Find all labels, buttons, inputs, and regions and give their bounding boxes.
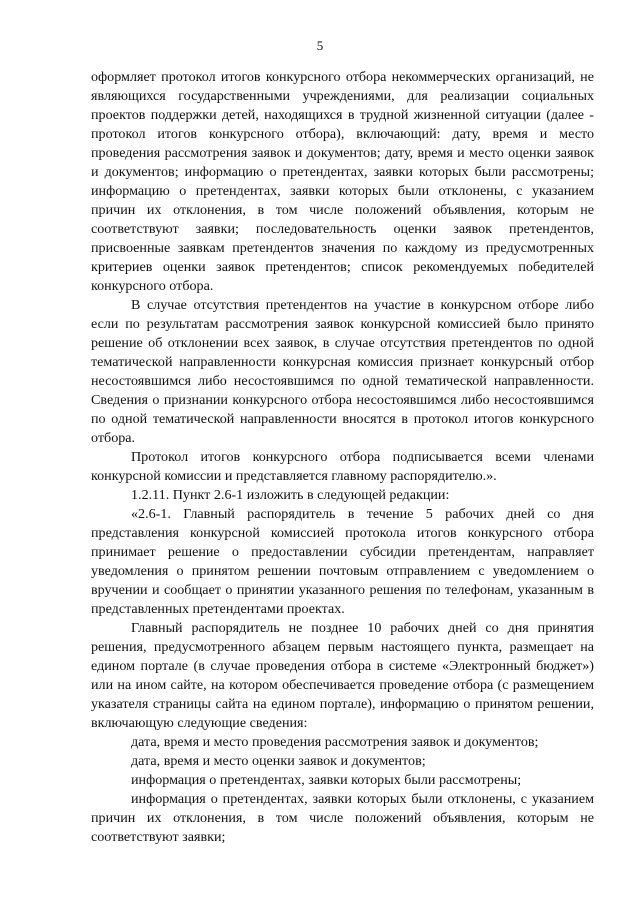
paragraph-publication: Главный распорядитель не позднее 10 рабочих дней со дня принятия решения, предусмотренного абзацем первым настоящего пункта, размещает на едином портале (в случае проведения отбора в системе «Электронный бюджет») или на ином сайте, на котором обеспечивается проведение отбора (с размещением указателя страницы сайта на едином портале), информацию о принятом решении, включающую следующие сведения:: [91, 620, 594, 731]
paragraph-protocol-signing: Протокол итогов конкурсного отбора подписывается всеми членами конкурсной комиссии и представляется главному распорядителю.».: [91, 449, 594, 484]
list-item-rejected-applicants: информация о претендентах, заявки которых были отклонены, с указанием причин их отклонения, в том числе положений объявления, которым не соответствуют заявки;: [91, 791, 594, 845]
paragraph-clause-2-6-1: «2.6-1. Главный распорядитель в течение 5 рабочих дней со дня представления конкурсной комиссией протокола итогов конкурсного отбора принимает решение о предоставлении субсидии претендентам, направляет уведомления о принятом решении почтовым отправлением с уведомлением о вручении и сообщает о принятии указанного решения по телефонам, указанным в представленных претендентами проектах.: [91, 506, 594, 617]
list-item-review-date: дата, время и место проведения рассмотрения заявок и документов;: [131, 734, 539, 750]
list-item-evaluation-date: дата, время и место оценки заявок и документов;: [131, 753, 426, 769]
paragraph-clause-1-2-11: 1.2.11. Пункт 2.6-1 изложить в следующей редакции:: [131, 487, 450, 503]
document-body: [91, 68, 594, 847]
list-item-reviewed-applicants: информация о претендентах, заявки которых были рассмотрены;: [131, 772, 522, 788]
paragraph-no-applicants: В случае отсутствия претендентов на участие в конкурсном отборе либо если по результатам рассмотрения заявок конкурсной комиссией было принято решение об отклонении всех заявок, в случае отсутствия претендентов по одной тематической направленности конкурсная комиссия признает конкурсный отбор несостоявшимся либо несостоявшимся по одной тематической направленности. Сведения о признании конкурсного отбора несостоявшимся либо несостоявшимся по одной тематической направленности вносятся в протокол итогов конкурсного отбора.: [91, 297, 594, 446]
paragraph-protocol-contents: оформляет протокол итогов конкурсного отбора некоммерческих организаций, не являющихся государственными учреждениями, для реализации социальных проектов поддержки детей, находящихся в трудной жизненной ситуации (далее - протокол итогов конкурсного отбора), включающий: дату, время и место проведения рассмотрения заявок и документов; дату, время и место оценки заявок и документов; информацию о претендентах, заявки которых были рассмотрены; информацию о претендентах, заявки которых были отклонены, с указанием причин их отклонения, в том числе положений объявления, которым не соответствуют заявки; последовательность оценки заявок претендентов, присвоенные заявкам претендентов значения по каждому из предусмотренных критериев оценки заявок претендентов; список рекомендуемых победителей конкурсного отбора.: [91, 69, 594, 294]
page-number: 5: [316, 38, 324, 53]
